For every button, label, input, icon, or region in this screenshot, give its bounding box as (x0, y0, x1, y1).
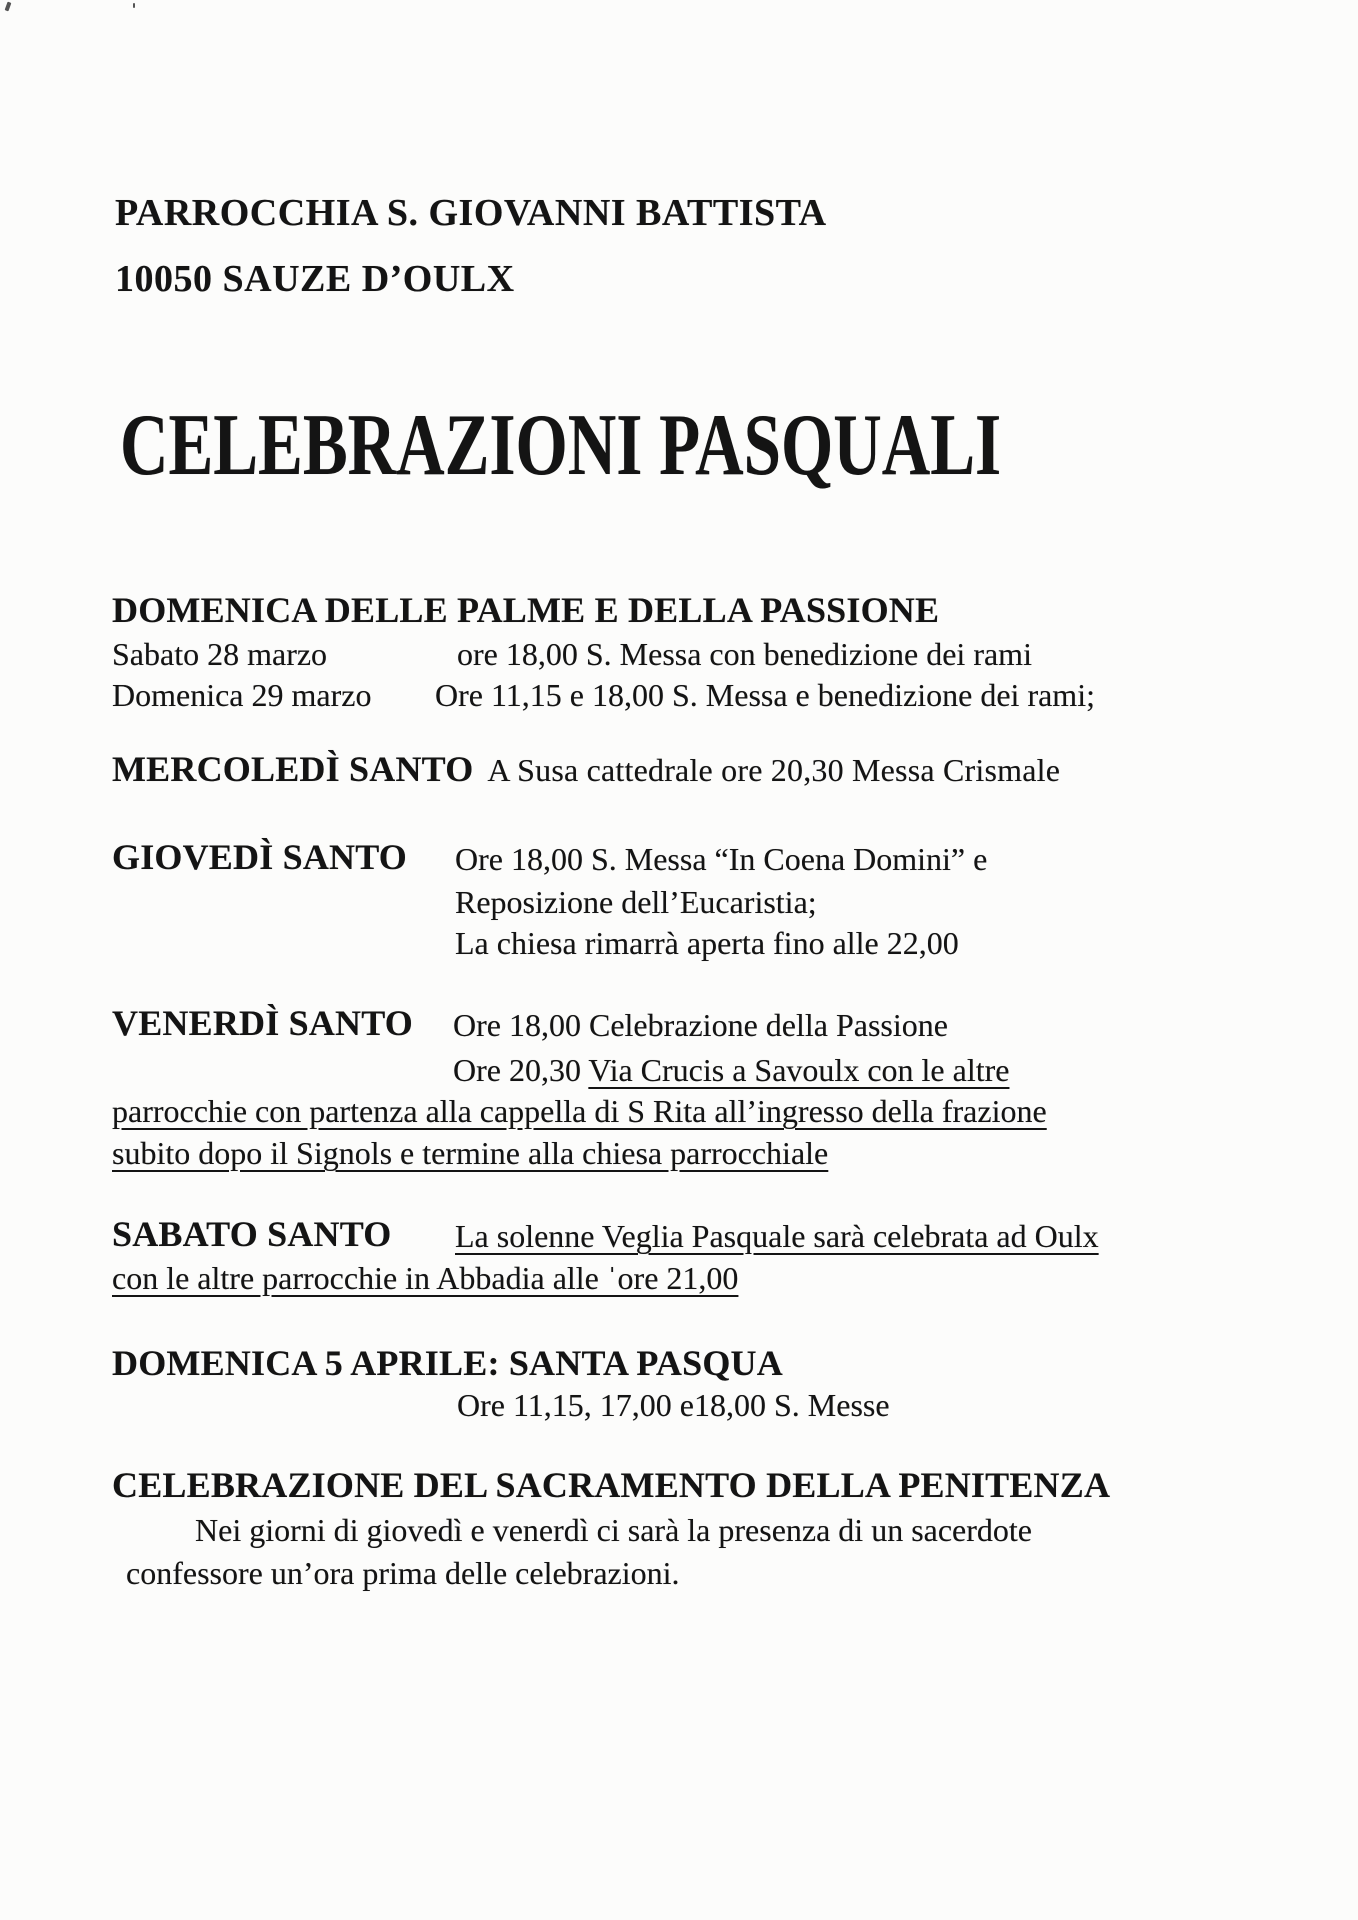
easter-sunday-heading: DOMENICA 5 APRILE: SANTA PASQUA (112, 1343, 783, 1383)
holy-wednesday-line (112, 750, 1060, 789)
parish-name: PARROCCHIA S. GIOVANNI BATTISTA (115, 192, 827, 234)
document-title (120, 398, 1275, 493)
penance-line-1: Nei giorni di giovedì e venerdì ci sarà la presenza di un sacerdote (195, 1512, 1032, 1548)
good-friday-cont-1: parrocchie con partenza alla cappella di S Rita all’ingresso della frazione (112, 1093, 1047, 1129)
holy-thursday-line-3: La chiesa rimarrà aperta fino alle 22,00 (455, 925, 959, 961)
holy-saturday-cont-1: con le altre parrocchie in Abbadia alle ˈore 21,00 (112, 1260, 739, 1296)
holy-wednesday-desc: A Susa cattedrale ore 20,30 Messa Crismale (487, 752, 1061, 788)
good-friday-label: VENERDÌ SANTO (112, 1003, 414, 1043)
holy-thursday-label: GIOVEDÌ SANTO (112, 837, 408, 877)
palm-row-desc: ore 18,00 S. Messa con benedizione dei rami (457, 636, 1032, 672)
easter-sunday-times: Ore 11,15, 17,00 e18,00 S. Messe (457, 1387, 890, 1423)
good-friday-line-2-time: Ore 20,30 (453, 1052, 589, 1088)
holy-wednesday-label: MERCOLEDÌ SANTO (112, 749, 474, 789)
penance-heading: CELEBRAZIONE DEL SACRAMENTO DELLA PENITENZA (112, 1465, 1111, 1505)
holy-saturday-label: SABATO SANTO (112, 1214, 392, 1254)
good-friday-cont-2: subito dopo il Signols e termine alla chiesa parrocchiale (112, 1135, 829, 1171)
good-friday-line-2-underlined: Via Crucis a Savoulx con le altre (588, 1052, 1010, 1088)
penance-line-2: confessore un’ora prima delle celebrazioni. (126, 1555, 680, 1591)
parish-address: 10050 SAUZE D’OULX (115, 258, 515, 300)
good-friday-line-1: Ore 18,00 Celebrazione della Passione (453, 1007, 948, 1043)
holy-thursday-line-2: Reposizione dell’Eucaristia; (455, 884, 817, 920)
holy-saturday-line-1: La solenne Veglia Pasquale sarà celebrata ad Oulx (455, 1218, 1099, 1254)
palm-row-desc: Ore 11,15 e 18,00 S. Messa e benedizione dei rami; (435, 677, 1095, 713)
good-friday-line-2 (453, 1053, 1009, 1088)
holy-thursday-line-1: Ore 18,00 S. Messa “In Coena Domini” e (455, 841, 988, 877)
document-title-text: CELEBRAZIONI PASQUALI (120, 397, 1002, 494)
palm-row-label: Sabato 28 marzo (112, 636, 328, 672)
scan-speck (133, 3, 135, 8)
palm-sunday-heading: DOMENICA DELLE PALME E DELLA PASSIONE (112, 590, 940, 630)
scan-speck (5, 2, 12, 12)
palm-row-label: Domenica 29 marzo (112, 677, 372, 713)
